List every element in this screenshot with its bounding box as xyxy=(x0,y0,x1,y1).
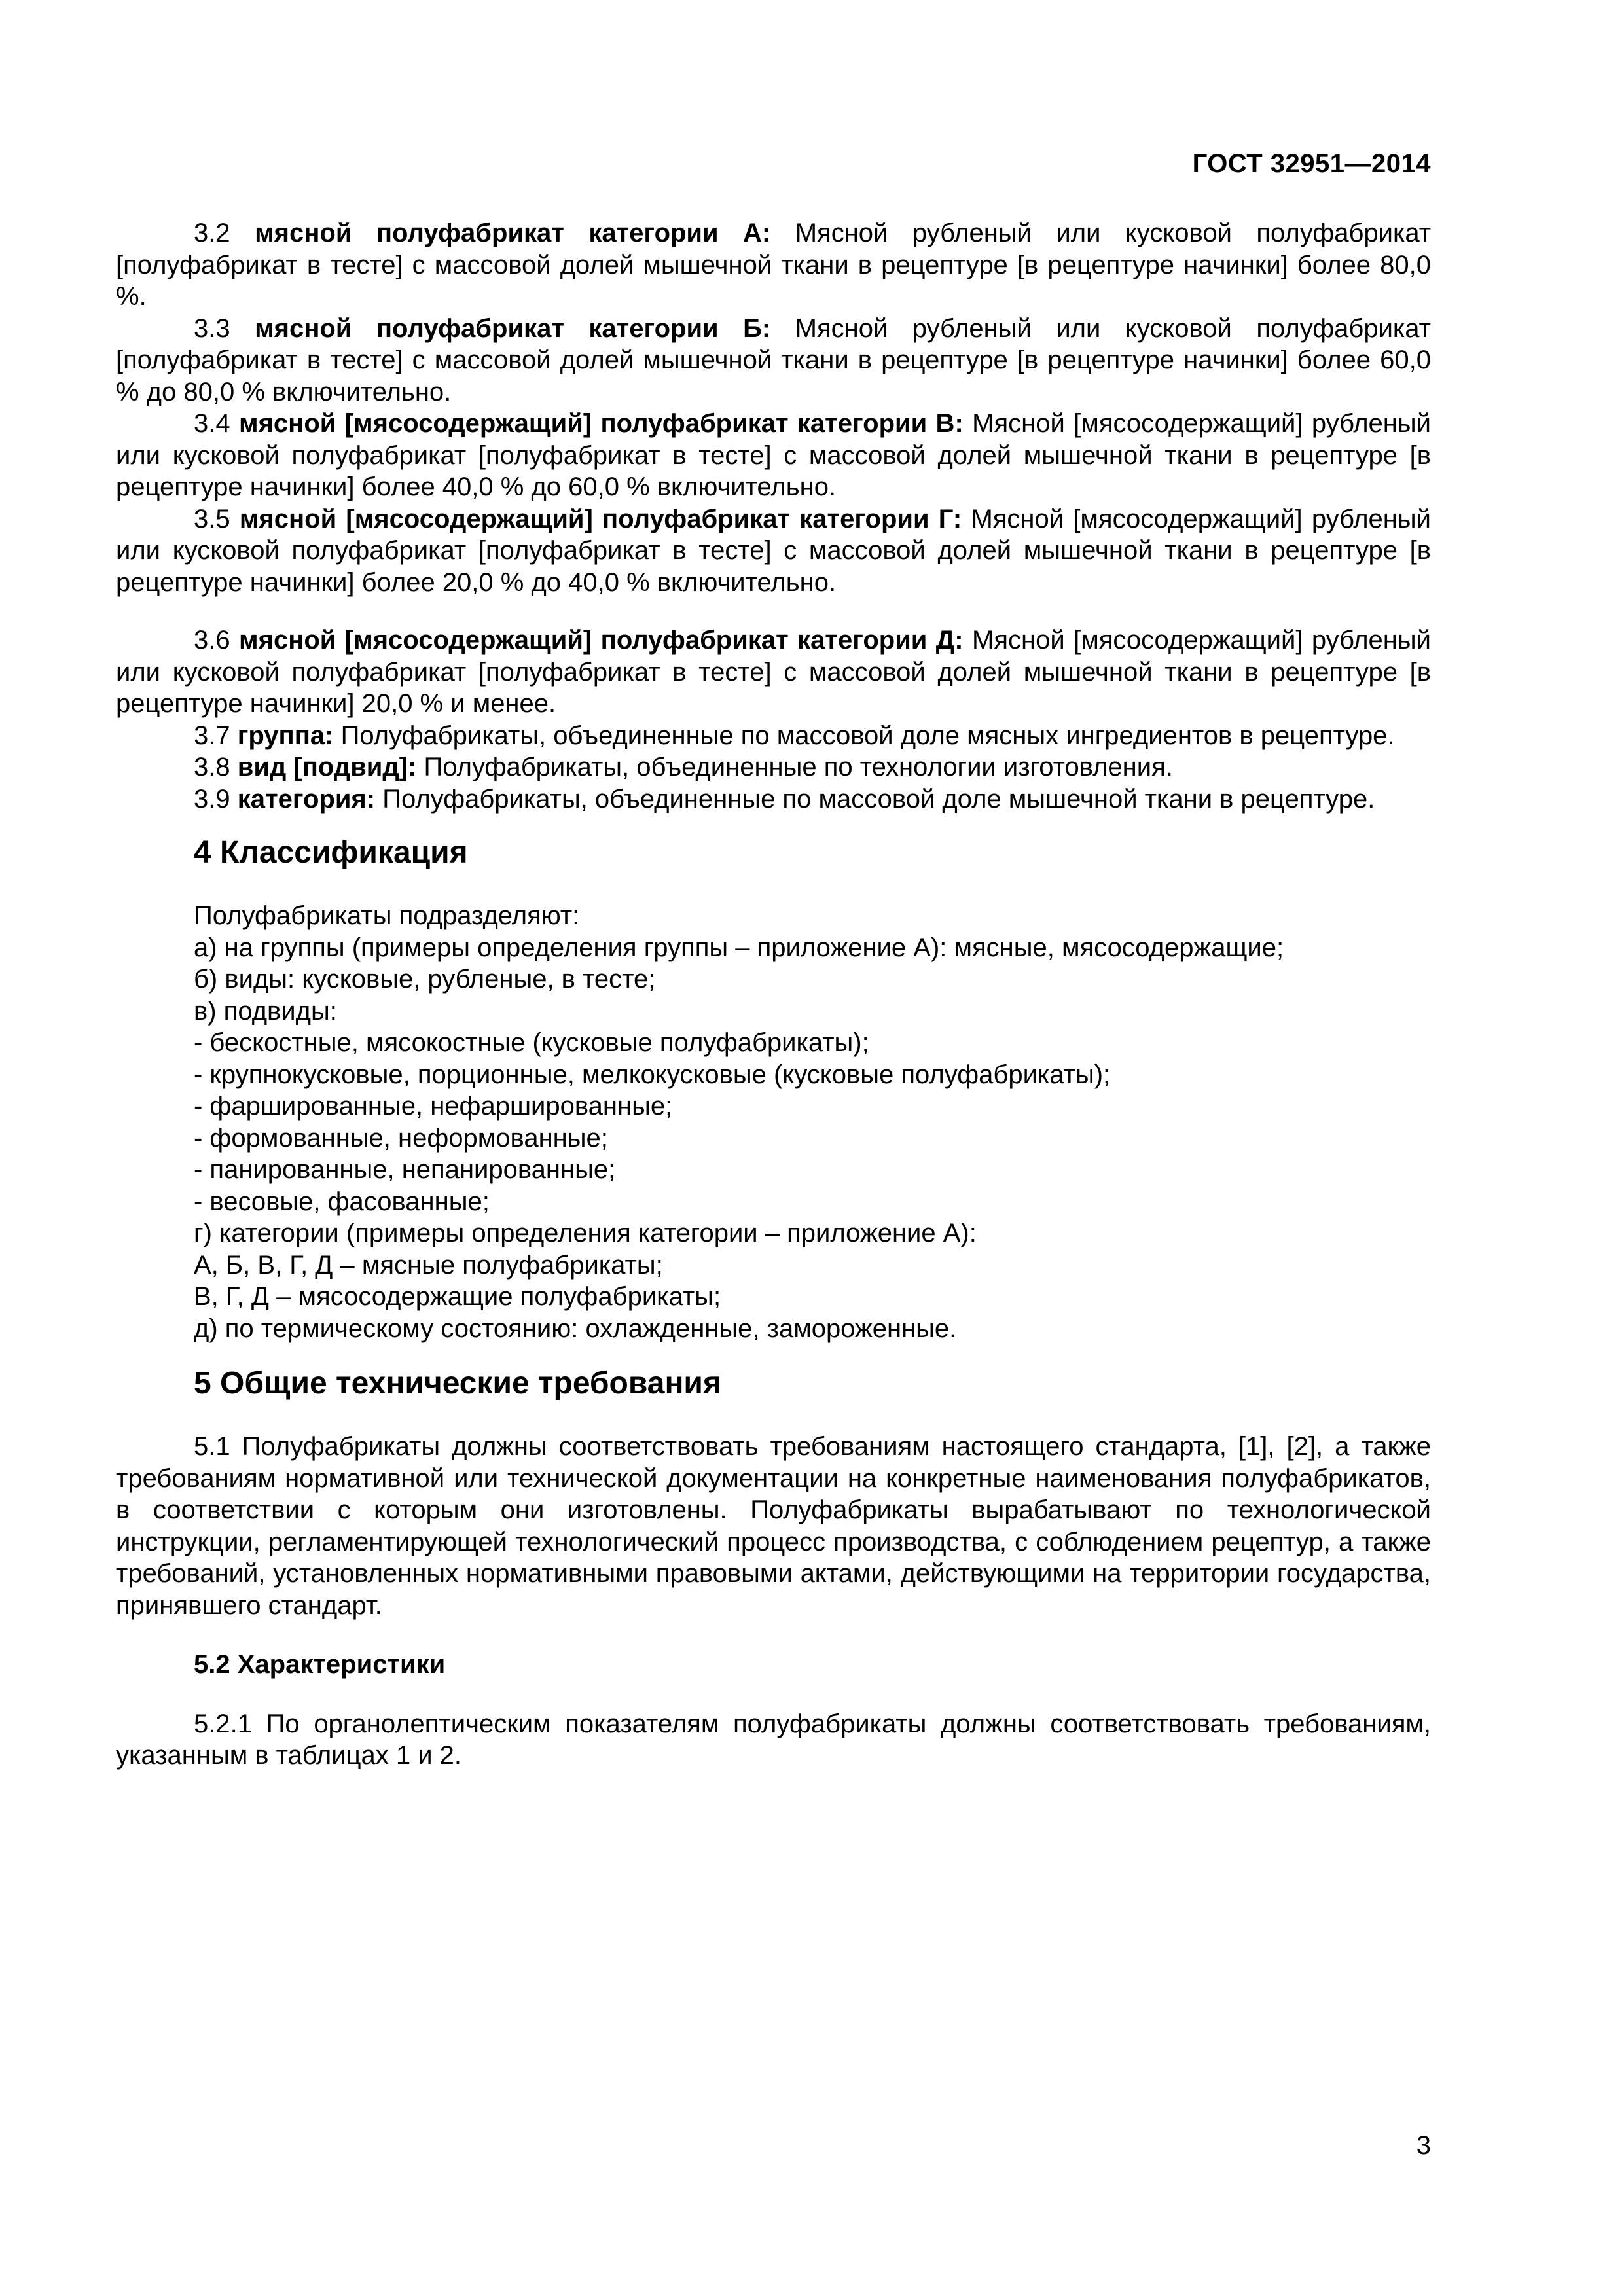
spacer xyxy=(116,815,1431,833)
list-item: В, Г, Д – мясосодержащие полуфабрикаты; xyxy=(194,1282,721,1311)
definition-text: Полуфабрикаты, объединенные по массовой доле мясных ингредиентов в рецептуре. xyxy=(340,721,1395,750)
definition-number: 3.2 xyxy=(194,219,230,247)
definition-text: Мясной рубленый или кусковой полуфабрикат [полуфабрикат в тесте] с массовой долей мышечной ткани в рецептуре [в рецептуре начинки] более 60,0 % до 80,0 % включительно. xyxy=(116,314,1431,406)
definition-3-3 xyxy=(116,313,1431,408)
spacer xyxy=(116,872,1431,900)
definition-text: Полуфабрикаты, объединенные по технологии изготовления. xyxy=(424,753,1173,781)
definition-number: 3.7 xyxy=(194,721,230,750)
list-item: б) виды: кусковые, рубленые, в тесте; xyxy=(194,965,656,994)
document-body xyxy=(116,217,1431,1772)
definition-text: Мясной рубленый или кусковой полуфабрикат [полуфабрикат в тесте] с массовой долей мышечной ткани в рецептуре [в рецептуре начинки] более 80,0 %. xyxy=(116,219,1432,311)
definition-3-2 xyxy=(116,217,1431,313)
list-item: - панированные, непанированные; xyxy=(194,1155,616,1184)
definition-term: мясной полуфабрикат категории Б: xyxy=(255,314,771,343)
classification-intro: Полуфабрикаты подразделяют: xyxy=(194,901,580,930)
classification-list xyxy=(116,900,1431,1344)
paragraph-5-2-1: 5.2.1 По органолептическим показателям полуфабрикаты должны соответствовать требованиям, указанным в таблицах 1 и 2. xyxy=(116,1709,1431,1770)
section-4-heading: 4 Классификация xyxy=(194,835,468,870)
definition-3-9 xyxy=(116,783,1431,816)
definition-term: группа: xyxy=(237,721,334,750)
list-item: - бескостные, мясокостные (кусковые полуфабрикаты); xyxy=(194,1028,869,1057)
list-item: д) по термическому состоянию: охлажденные, замороженные. xyxy=(194,1314,957,1343)
list-item: - фаршированные, нефаршированные; xyxy=(194,1092,673,1121)
list-item: в) подвиды: xyxy=(194,996,337,1026)
definition-3-7 xyxy=(116,720,1431,752)
definition-3-8 xyxy=(116,751,1431,783)
definition-text: Полуфабрикаты, объединенные по массовой доле мышечной ткани в рецептуре. xyxy=(382,784,1375,814)
definition-number: 3.8 xyxy=(194,753,230,781)
spacer xyxy=(116,598,1431,624)
list-item: - весовые, фасованные; xyxy=(194,1187,490,1216)
definition-number: 3.4 xyxy=(194,409,230,438)
section-5-heading: 5 Общие технические требования xyxy=(194,1366,721,1401)
subsection-5-2-heading: 5.2 Характеристики xyxy=(194,1650,446,1679)
definition-number: 3.9 xyxy=(194,784,230,814)
definition-3-5 xyxy=(116,503,1431,599)
standard-code-header: ГОСТ 32951—2014 xyxy=(1192,149,1431,178)
spacer xyxy=(116,1681,1431,1708)
list-item: - формованные, неформованные; xyxy=(194,1123,608,1153)
definition-number: 3.6 xyxy=(194,626,230,655)
definition-term: мясной [мясосодержащий] полуфабрикат категории Д: xyxy=(239,626,964,655)
list-item: - крупнокусковые, порционные, мелкокусковые (кусковые полуфабрикаты); xyxy=(194,1060,1111,1089)
definition-number: 3.3 xyxy=(194,314,230,343)
spacer xyxy=(116,1403,1431,1431)
definition-text: Мясной [мясосодержащий] рубленый или кусковой полуфабрикат [полуфабрикат в тесте] с массовой долей мышечной ткани в рецептуре [в рецептуре начинки] более 40,0 % до 60,0 % включительно. xyxy=(116,409,1431,501)
definition-text: Мясной [мясосодержащий] рубленый или кусковой полуфабрикат [полуфабрикат в тесте] с массовой долей мышечной ткани в рецептуре [в рецептуре начинки] 20,0 % и менее. xyxy=(116,626,1431,718)
page-number: 3 xyxy=(1416,2131,1431,2160)
definition-term: категория: xyxy=(237,784,376,814)
definition-3-4 xyxy=(116,408,1431,503)
definition-term: вид [подвид]: xyxy=(237,753,417,781)
definition-term: мясной [мясосодержащий] полуфабрикат категории В: xyxy=(238,409,964,438)
spacer xyxy=(116,1621,1431,1649)
list-item: А, Б, В, Г, Д – мясные полуфабрикаты; xyxy=(194,1250,663,1280)
spacer xyxy=(116,1344,1431,1364)
list-item: а) на группы (примеры определения группы – приложение А): мясные, мясосодержащие; xyxy=(194,933,1284,962)
definition-3-6 xyxy=(116,624,1431,720)
list-item: г) категории (примеры определения категории – приложение А): xyxy=(194,1219,977,1247)
definition-text: Мясной [мясосодержащий] рубленый или кусковой полуфабрикат [полуфабрикат в тесте] с массовой долей мышечной ткани в рецептуре [в рецептуре начинки] более 20,0 % до 40,0 % включительно. xyxy=(116,504,1431,597)
definition-term: мясной полуфабрикат категории А: xyxy=(255,219,771,247)
definition-term: мясной [мясосодержащий] полуфабрикат категории Г: xyxy=(239,504,962,533)
definition-number: 3.5 xyxy=(194,504,230,533)
paragraph-5-1: 5.1 Полуфабрикаты должны соответствовать требованиям настоящего стандарта, [1], [2], а также требованиям нормативной или технической документации на конкретные наименования полуфабрикатов, в соответствии с которым они изготовлены. Полуфабрикаты вырабатывают по технологической инструкции, регламентирующей технологический процесс производства, с соблюдением рецептур, а также требований, установленных нормативными правовыми актами, действующими на территории государства, принявшего стандарт. xyxy=(116,1432,1431,1620)
